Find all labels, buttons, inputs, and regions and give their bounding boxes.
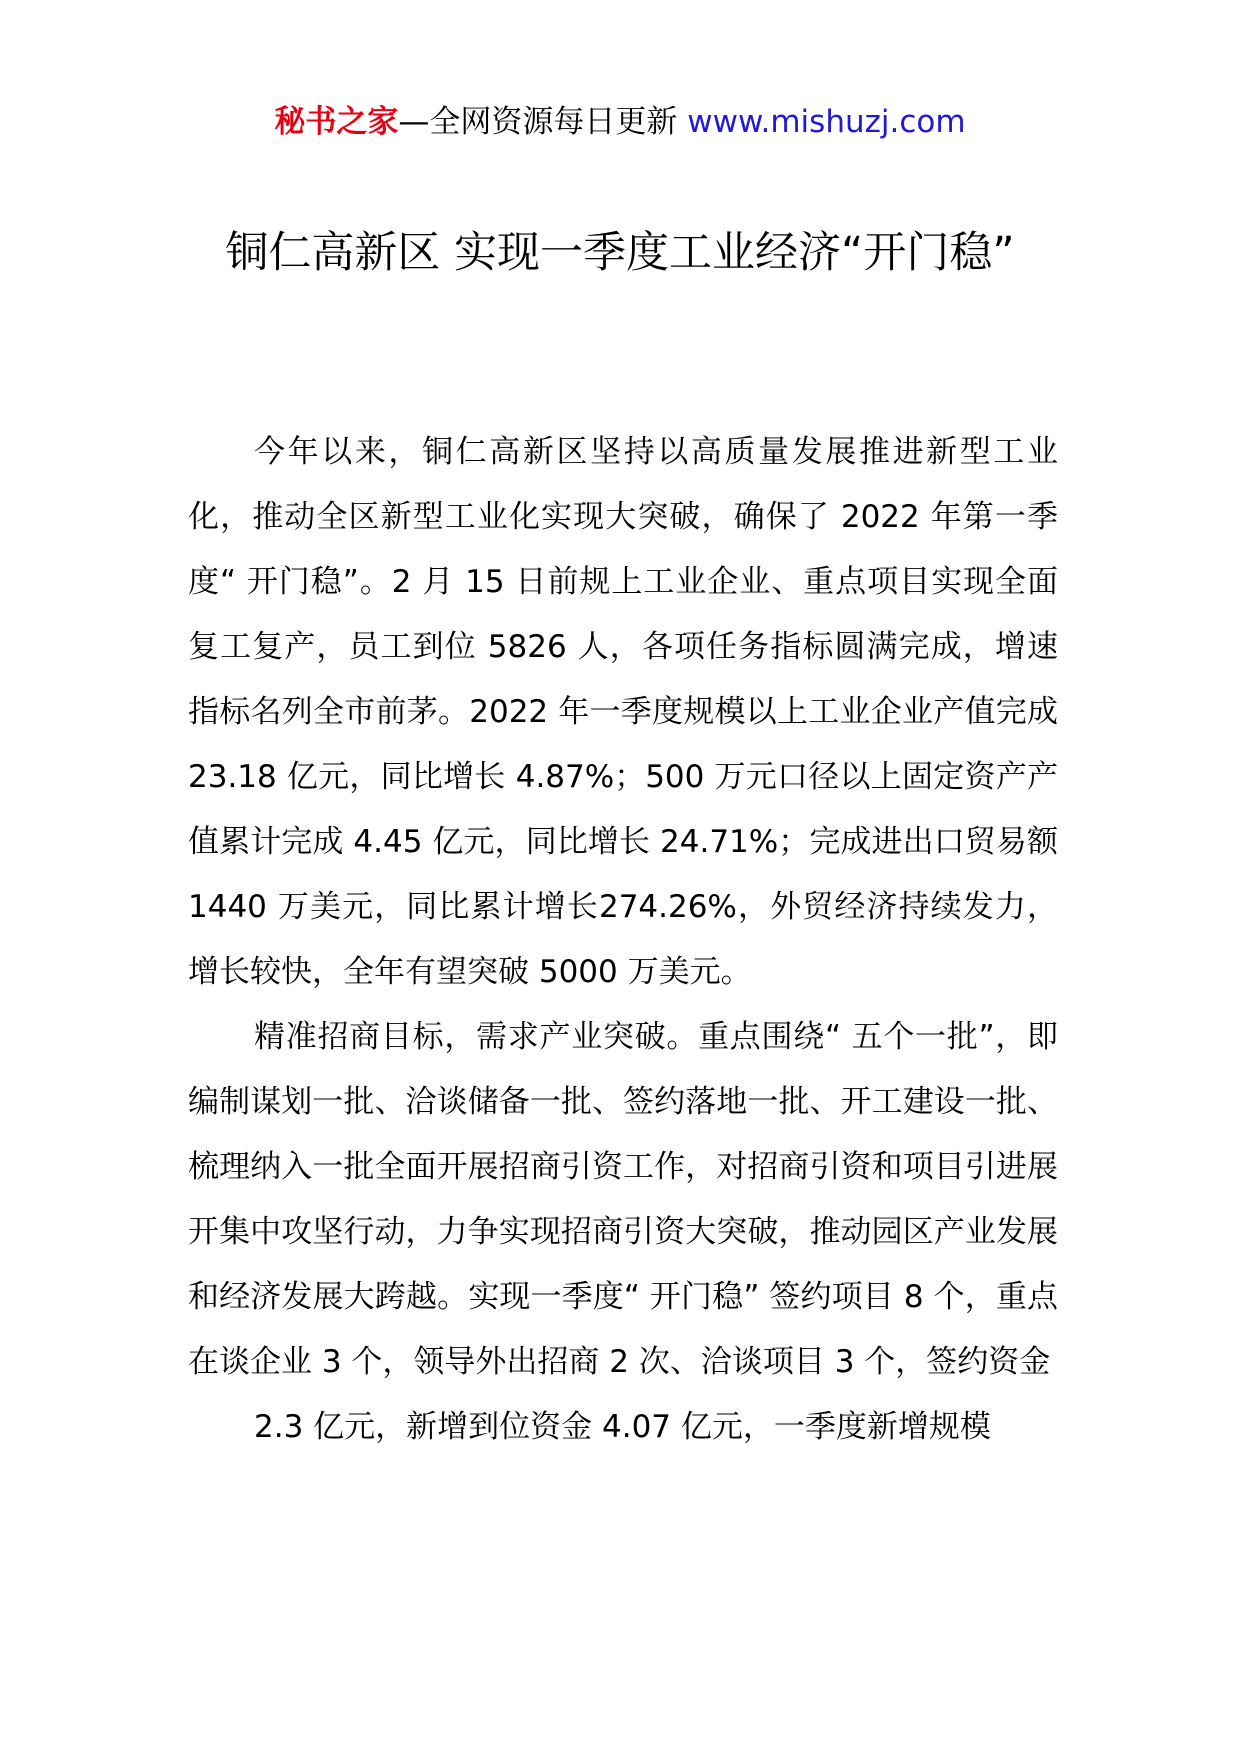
- paragraph-investment: 精准招商目标，需求产业突破。重点围绕“ 五个一批”，即编制谋划一批、洽谈储备一批、签约落地一批、开工建设一批、梳理纳入一批全面开展招商引资工作，对招商引资和项目引进展开集中攻坚行动，力争实现招商引资大突破，推动园区产业发展和经济发展大跨越。实现一季度“ 开门稳” 签约项目 8 个，重点在谈企业 3 个，领导外出招商 2 次、洽谈项目 3 个，签约资金: [188, 1019, 1058, 1380]
- site-url-link[interactable]: www.mishuzj.com: [687, 104, 966, 140]
- paragraph-continued: 2.3 亿元，新增到位资金 4.07 亿元，一季度新增规模: [254, 1409, 991, 1445]
- site-header: [0, 100, 1240, 144]
- paragraph-overview: 今年以来，铜仁高新区坚持以高质量发展推进新型工业化，推动全区新型工业化实现大突破，确保了 2022 年第一季度“ 开门稳”。2 月 15 日前规上工业企业、重点项目实现全面复工复产，员工到位 5826 人，各项任务指标圆满完成，增速指标名列全市前茅。2022 年一季度规模以上工业企业产值完成 23.18 亿元，同比增长 4.87%；500 万元口径以上固定资产产值累计完成 4.45 亿元，同比增长 24.71%；完成进出口贸易额 1440 万美元，同比累计增长274.26%，外贸经济持续发力，增长较快，全年有望突破 5000 万美元。: [188, 434, 1058, 990]
- article-body: [188, 420, 1058, 1460]
- header-tagline: —全网资源每日更新: [398, 104, 678, 140]
- article-title: 铜仁高新区 实现一季度工业经济“开门稳”: [225, 228, 1015, 278]
- brand-name: 秘书之家: [274, 104, 399, 140]
